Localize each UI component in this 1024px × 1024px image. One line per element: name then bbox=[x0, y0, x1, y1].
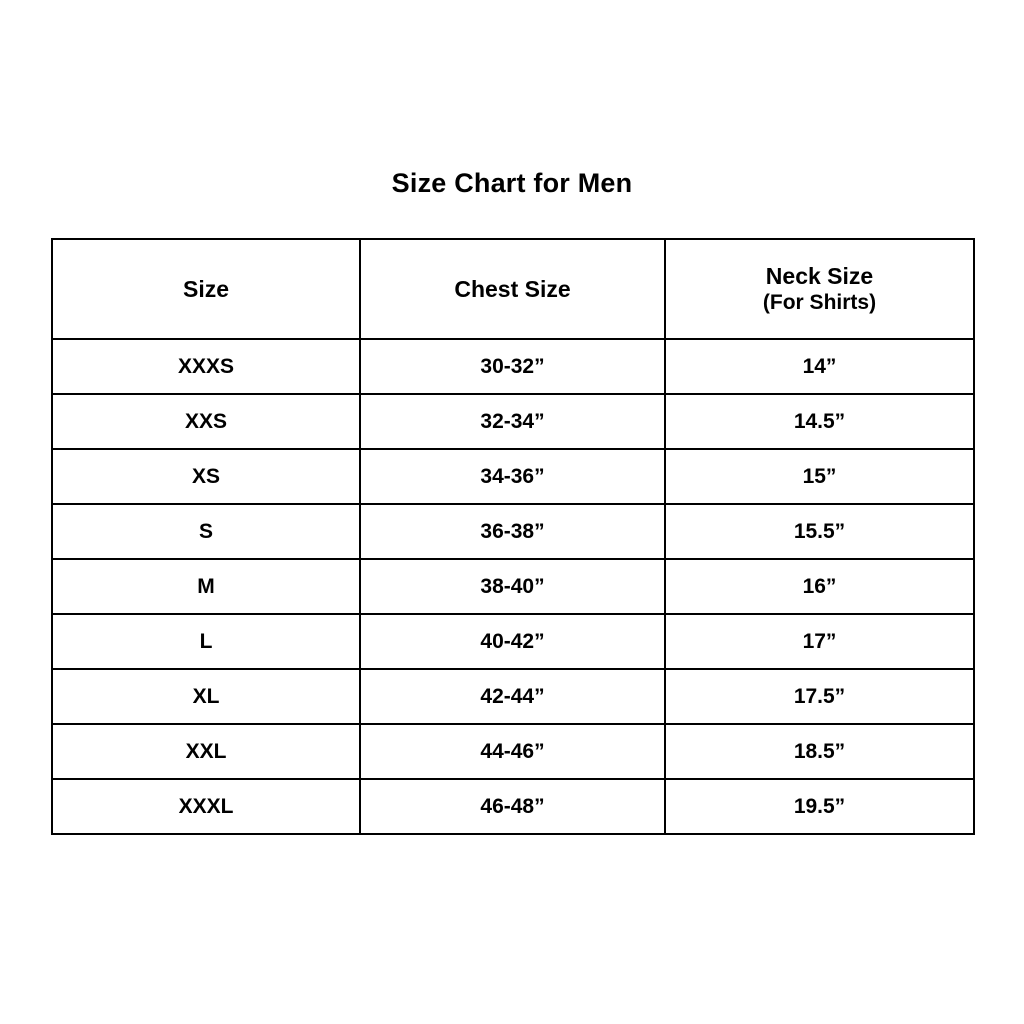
table-body bbox=[52, 339, 974, 834]
table-header-row bbox=[52, 239, 974, 339]
cell-size: XXS bbox=[52, 394, 360, 449]
cell-chest: 32-34” bbox=[360, 394, 665, 449]
cell-chest: 46-48” bbox=[360, 779, 665, 834]
table-row bbox=[52, 614, 974, 669]
column-header-neck-size-label: Neck Size bbox=[765, 262, 874, 289]
cell-neck: 14” bbox=[665, 339, 974, 394]
cell-size: L bbox=[52, 614, 360, 669]
cell-neck: 16” bbox=[665, 559, 974, 614]
table-row bbox=[52, 394, 974, 449]
column-header-chest-size bbox=[360, 239, 665, 339]
table-row bbox=[52, 339, 974, 394]
cell-neck: 15” bbox=[665, 449, 974, 504]
column-header-chest-size-label: Chest Size bbox=[454, 275, 571, 302]
cell-chest: 38-40” bbox=[360, 559, 665, 614]
cell-chest: 44-46” bbox=[360, 724, 665, 779]
column-header-size bbox=[52, 239, 360, 339]
cell-chest: 40-42” bbox=[360, 614, 665, 669]
table-row bbox=[52, 449, 974, 504]
table-header bbox=[52, 239, 974, 339]
cell-neck: 17.5” bbox=[665, 669, 974, 724]
cell-size: XXXL bbox=[52, 779, 360, 834]
cell-neck: 14.5” bbox=[665, 394, 974, 449]
table-row bbox=[52, 669, 974, 724]
size-chart-table-container bbox=[51, 238, 973, 835]
cell-size: S bbox=[52, 504, 360, 559]
cell-size: XXL bbox=[52, 724, 360, 779]
page-title: Size Chart for Men bbox=[391, 168, 633, 198]
cell-size: XXXS bbox=[52, 339, 360, 394]
cell-neck: 19.5” bbox=[665, 779, 974, 834]
cell-chest: 30-32” bbox=[360, 339, 665, 394]
cell-chest: 34-36” bbox=[360, 449, 665, 504]
cell-chest: 36-38” bbox=[360, 504, 665, 559]
cell-chest: 42-44” bbox=[360, 669, 665, 724]
cell-neck: 15.5” bbox=[665, 504, 974, 559]
column-header-size-label: Size bbox=[182, 275, 230, 302]
table-row bbox=[52, 504, 974, 559]
table-row bbox=[52, 559, 974, 614]
cell-neck: 17” bbox=[665, 614, 974, 669]
column-header-neck-size-sublabel: (For Shirts) bbox=[762, 291, 877, 315]
cell-neck: 18.5” bbox=[665, 724, 974, 779]
table-row bbox=[52, 724, 974, 779]
table-row bbox=[52, 779, 974, 834]
size-chart-table bbox=[51, 238, 975, 835]
cell-size: M bbox=[52, 559, 360, 614]
cell-size: XL bbox=[52, 669, 360, 724]
column-header-neck-size bbox=[665, 239, 974, 339]
cell-size: XS bbox=[52, 449, 360, 504]
